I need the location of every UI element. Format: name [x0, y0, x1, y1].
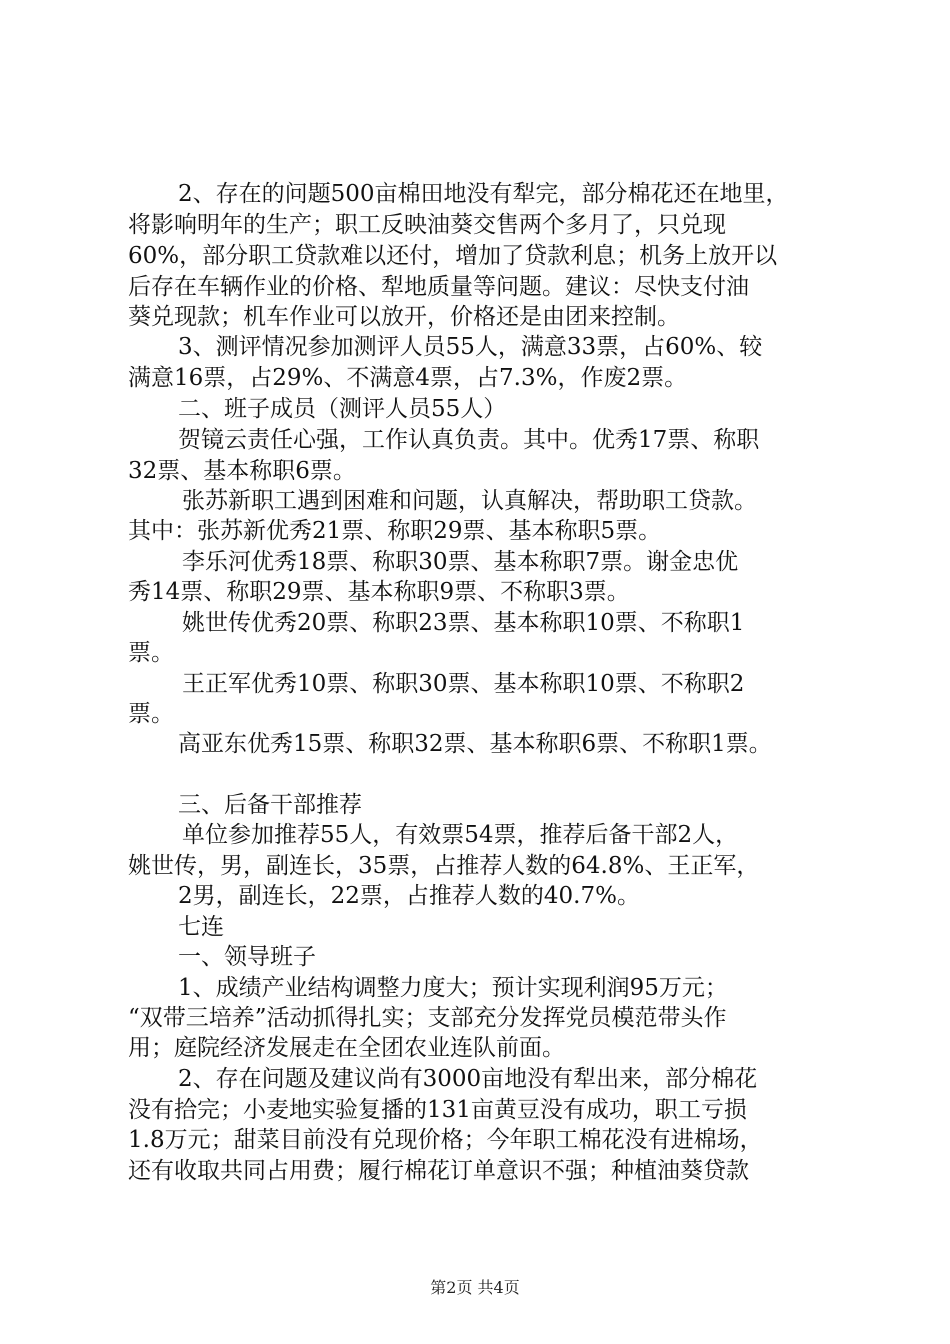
text-line: 满意16票，占29%、不满意4票，占7.3%，作废2票。 [128, 365, 688, 391]
text-line: 32票、基本称职6票。 [128, 458, 356, 484]
text-line: 高亚东优秀15票、称职32票、基本称职6票、不称职1票。 [178, 731, 772, 757]
page-footer: 第2页 共4页 [430, 1278, 520, 1297]
text-line: 后存在车辆作业的价格、犁地质量等问题。建议：尽快支付油 [128, 274, 749, 300]
text-line: 2、存在的问题500亩棉田地没有犁完，部分棉花还在地里， [178, 181, 789, 207]
text-line: 王正军优秀10票、称职30票、基本称职10票、不称职2 [182, 671, 745, 697]
text-line: 3、测评情况参加测评人员55人，满意33票，占60%、较 [178, 334, 763, 360]
text-line: 2男，副连长，22票，占推荐人数的40.7%。 [178, 883, 640, 909]
section-heading: 一、领导班子 [178, 944, 316, 970]
text-line: 没有拾完；小麦地实验复播的131亩黄豆没有成功，职工亏损 [128, 1097, 747, 1123]
text-line: 单位参加推荐55人，有效票54票，推荐后备干部2人， [182, 822, 739, 848]
text-line: 2、存在问题及建议尚有3000亩地没有犁出来，部分棉花 [178, 1066, 758, 1092]
text-line: 票。 [128, 640, 174, 666]
section-heading: 二、班子成员（测评人员55人） [178, 396, 507, 422]
text-line: 1、成绩产业结构调整力度大；预计实现利润95万元； [178, 975, 728, 1001]
section-heading: 三、后备干部推荐 [178, 792, 362, 818]
text-line: 李乐河优秀18票、称职30票、基本称职7票。谢金忠优 [182, 549, 739, 575]
text-line: 姚世传，男，副连长，35票，占推荐人数的64.8%、王正军， [128, 853, 760, 879]
text-line: 60%，部分职工贷款难以还付，增加了贷款利息；机务上放开以 [128, 243, 778, 269]
text-line: “双带三培养”活动抓得扎实；支部充分发挥党员模范带头作 [128, 1005, 727, 1031]
text-line: 贺镜云责任心强，工作认真负责。其中。优秀17票、称职 [178, 427, 760, 453]
text-line: 票。 [128, 701, 174, 727]
text-line: 秀14票、称职29票、基本称职9票、不称职3票。 [128, 579, 630, 605]
text-line: 其中：张苏新优秀21票、称职29票、基本称职5票。 [128, 518, 662, 544]
text-line: 1.8万元；甜菜目前没有兑现价格；今年职工棉花没有进棉场， [128, 1127, 763, 1153]
text-line: 用；庭院经济发展走在全团农业连队前面。 [128, 1035, 565, 1061]
text-line: 还有收取共同占用费；履行棉花订单意识不强；种植油葵贷款 [128, 1158, 749, 1184]
text-line: 姚世传优秀20票、称职23票、基本称职10票、不称职1 [182, 610, 745, 636]
text-line: 葵兑现款；机车作业可以放开，价格还是由团来控制。 [128, 304, 680, 330]
text-line: 将影响明年的生产；职工反映油葵交售两个多月了，只兑现 [128, 212, 726, 238]
unit-heading: 七连 [178, 914, 224, 940]
text-line: 张苏新职工遇到困难和问题，认真解决，帮助职工贷款。 [182, 488, 757, 514]
